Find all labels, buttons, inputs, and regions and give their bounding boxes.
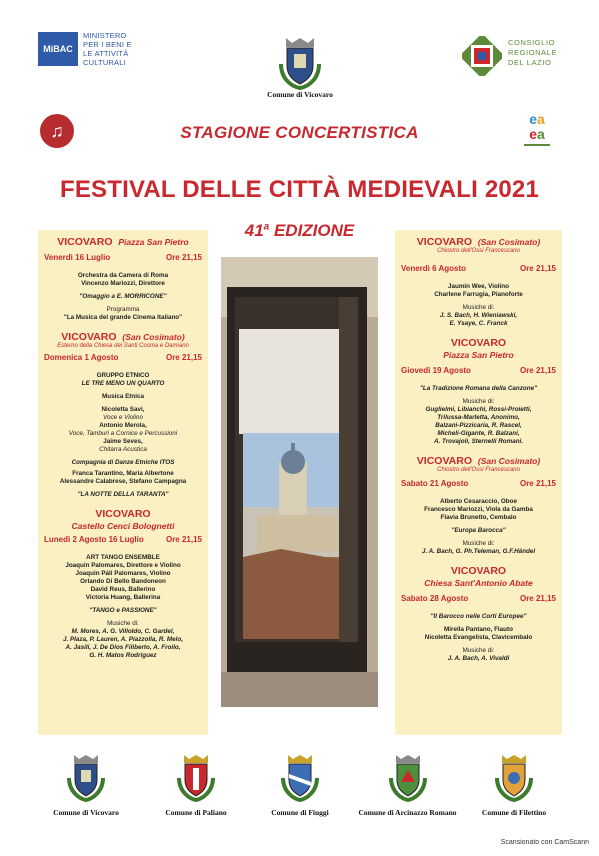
event-venue <box>395 455 562 467</box>
event-time: Ore 21,15 <box>519 264 556 273</box>
event-line: A. Jasili, J. De Dios Filiberto, A. Froilo, <box>65 644 181 651</box>
comune-vicovaro-label: Comune di Vicovaro <box>267 90 333 99</box>
event-line: "La Tradizione Romana della Canzone" <box>419 385 538 392</box>
event-venue <box>38 331 208 343</box>
filettino-crest-icon <box>494 752 534 802</box>
venue-city: VICOVARO <box>450 337 507 349</box>
event-line: Musiche di: <box>462 398 495 405</box>
ministry-name: MINISTERO PER I BENI E LE ATTIVITÀ CULTURALI <box>83 31 132 67</box>
music-note-icon: ♫ <box>40 114 74 148</box>
event-line: Musica Etnica <box>102 393 144 400</box>
event-date-row <box>395 479 562 489</box>
event-date: Venerdì 16 Luglio <box>44 253 111 262</box>
event-date-row <box>38 253 208 263</box>
event-line: J. A. Bach, G. Ph.Teleman, G.F.Händel <box>421 548 536 555</box>
edition-word: EDIZIONE <box>269 221 355 240</box>
event-line: Mirella Pantano, Flauto <box>444 626 513 633</box>
event-line: Musiche di: <box>462 647 495 654</box>
event-date-row <box>395 264 562 274</box>
event-line: J. A. Bach, A. Vivaldi <box>447 655 510 662</box>
venue-place: Piazza San Pietro <box>118 237 189 247</box>
lazio-emblem-icon <box>462 36 502 76</box>
council-name: CONSIGLIO REGIONALE DEL LAZIO <box>508 38 558 67</box>
footer-comune-filettino <box>464 752 564 817</box>
event-line: Flavia Brunetto, Cembalo <box>440 514 517 521</box>
event-time: Ore 21,15 <box>519 594 556 603</box>
event-date-row <box>395 366 562 376</box>
event-line: Voce, Tamburi a Cornice e Percussioni <box>68 430 178 437</box>
event-line: Victoria Huang, Ballerina <box>85 594 161 601</box>
venue-place: Castello Cenci Bolognetti <box>71 521 175 531</box>
event-line: Voce e Violino <box>103 414 143 421</box>
arcinazzo-crest-icon <box>388 752 428 802</box>
event-line: J. Plaza, P. Lauren, A. Piazzolla, R. Melo, <box>62 636 184 643</box>
footer-comune-fiuggi <box>250 752 350 817</box>
event-date: Venerdì 6 Agosto <box>401 264 467 273</box>
event-date: Sabato 28 Agosto <box>401 594 469 603</box>
event-line: "Europa Barocca" <box>451 527 506 534</box>
event-line: Alberto Cesaraccio, Oboe <box>440 498 517 505</box>
event-line: G. H. Matos Rodriguez <box>89 652 157 659</box>
event-line: "La Musica del grande Cinema Italiano" <box>63 314 183 321</box>
event-line: Nicoletta Savi, <box>101 406 145 413</box>
venue-city: VICOVARO <box>450 565 507 577</box>
event-time: Ore 21,15 <box>519 479 556 488</box>
window-photo <box>221 257 378 707</box>
event-line: "TANGO e PASSIONE" <box>89 607 157 614</box>
event-line: "Il Barocco nelle Corti Europee" <box>430 613 527 620</box>
event-line: Trilussa-Marletta, Anonimo, <box>437 414 520 421</box>
venue-detail: Chiostro dell'Ossi Francescano <box>437 248 520 254</box>
event-time: Ore 21,15 <box>165 535 202 544</box>
footer-comune-label: Comune di Arcinazzo Romano <box>358 808 457 817</box>
venue-place: (San Cosimato) <box>477 456 541 466</box>
left-program-panel <box>38 230 208 735</box>
event-line: A. Trovajoli, Sternelli Romani. <box>433 438 524 445</box>
venue-city: VICOVARO <box>416 236 473 248</box>
event-line: E. Ysaye, C. Franck <box>449 320 508 327</box>
ministry-logo <box>38 30 138 70</box>
event-line: Francesco Mariozzi, Viola da Gamba <box>424 506 533 513</box>
vicovaro-crest-icon <box>277 34 323 90</box>
event-line: GRUPPO ETNICO <box>96 372 150 379</box>
event-date: Lunedì 2 Agosto 16 Luglio <box>44 535 144 544</box>
event-line: Micheli-Gigante, R. Balzani, <box>437 430 520 437</box>
venue-detail: Chiostro dell'Ossi Francescano <box>437 467 520 473</box>
event-line: Orlando Di Bello Bandoneon <box>80 578 166 585</box>
event-date-row <box>38 353 208 363</box>
footer-comune-arcinazzo <box>350 752 465 817</box>
event-time: Ore 21,15 <box>165 253 202 262</box>
event-line: Charlene Farrugia, Pianoforte <box>434 291 523 298</box>
event-line: Antonio Merola, <box>99 422 147 429</box>
event-line: Joaquin Palomares, Direttore e Violino <box>65 562 181 569</box>
event-date: Giovedì 19 Agosto <box>401 366 471 375</box>
venue-place: (San Cosimato) <box>477 237 541 247</box>
event-line: Franca Tarantino, Maria Albertone <box>72 470 174 477</box>
event-date: Sabato 21 Agosto <box>401 479 469 488</box>
event-line: Programma <box>106 306 140 313</box>
event-line: "LA NOTTE DELLA TARANTA" <box>77 491 169 498</box>
right-program-panel <box>395 230 562 735</box>
edition-number: 41 <box>244 221 264 240</box>
edition-superscript: a <box>263 221 270 233</box>
venue-city: VICOVARO <box>57 236 113 248</box>
event-line: Nicoletta Evangelista, Clavicembalo <box>424 634 533 641</box>
event-line: J. S. Bach, H. Wieniawski, <box>439 312 518 319</box>
event-line: Jaumin Wee, Violino <box>447 283 509 290</box>
event-date-row <box>395 594 562 604</box>
event-line: Musiche di: <box>107 620 139 627</box>
event-time: Ore 21,15 <box>519 366 556 375</box>
vicovaro-crest-icon <box>66 752 106 802</box>
scan-watermark: Scansionato con CamScann <box>500 839 589 846</box>
footer-comune-vicovaro <box>36 752 136 817</box>
season-title: STAGIONE CONCERTISTICA <box>180 123 419 142</box>
event-line: "Omaggio a E. MORRICONE" <box>79 293 167 300</box>
comune-vicovaro-header <box>262 34 338 99</box>
event-date: Domenica 1 Agosto <box>44 353 119 362</box>
venue-city: VICOVARO <box>61 331 117 343</box>
event-line: Joaquin Páli Palomares, Violino <box>75 570 171 577</box>
ministry-logo-mark: MiBAC <box>38 32 78 66</box>
event-line: David Reus, Ballerino <box>90 586 156 593</box>
event-line: Orchestra da Camera di Roma <box>77 272 169 279</box>
eaea-logo-icon: ea ea <box>520 112 554 158</box>
fiuggi-crest-icon <box>280 752 320 802</box>
footer-comune-label: Comune di Vicovaro <box>53 808 119 817</box>
event-line: Vincenzo Mariozzi, Direttore <box>81 280 165 287</box>
footer-comune-paliano <box>146 752 246 817</box>
event-line: M. Mores, A. G. Villoldo, C. Gardel, <box>71 628 175 635</box>
venue-city: VICOVARO <box>95 508 151 520</box>
event-time: Ore 21,15 <box>165 353 202 362</box>
venue-place: Chiesa Sant'Antonio Abate <box>424 578 533 588</box>
venue-place: (San Cosimato) <box>122 332 185 342</box>
venue-detail: Esterno della Chiesa dei Santi Cosma e Damiano <box>57 343 189 349</box>
paliano-crest-icon <box>176 752 216 802</box>
event-line: LE TRE MENO UN QUARTO <box>81 380 165 387</box>
event-date-row <box>38 535 208 545</box>
event-line: Chitarra Acustica <box>99 446 147 453</box>
council-logo <box>462 34 577 78</box>
event-venue <box>38 236 208 248</box>
event-line: Jaime Seves, <box>103 438 143 445</box>
event-line: Balzani-Pizzicaria, R. Rascel, <box>435 422 522 429</box>
footer-comune-label: Comune di Paliano <box>165 808 227 817</box>
event-line: Alessandre Calabrese, Stefano Campagna <box>59 478 187 485</box>
festival-title: FESTIVAL DELLE CITTÀ MEDIEVALI 2021 <box>59 176 540 203</box>
event-line: Musiche di: <box>462 304 495 311</box>
footer-comune-label: Comune di Filettino <box>481 808 547 817</box>
event-line: ART TANGO ENSEMBLE <box>86 554 160 561</box>
event-line: Musiche di: <box>462 540 495 547</box>
event-venue <box>395 236 562 248</box>
footer-comune-label: Comune di Fiuggi <box>271 808 329 817</box>
venue-place: Piazza San Pietro <box>443 350 514 360</box>
event-line: Guglielmi, Libianchi, Rossi-Proietti, <box>425 406 532 413</box>
event-line: Compagnia di Danze Etniche ITOS <box>71 459 175 466</box>
venue-city: VICOVARO <box>416 455 473 467</box>
